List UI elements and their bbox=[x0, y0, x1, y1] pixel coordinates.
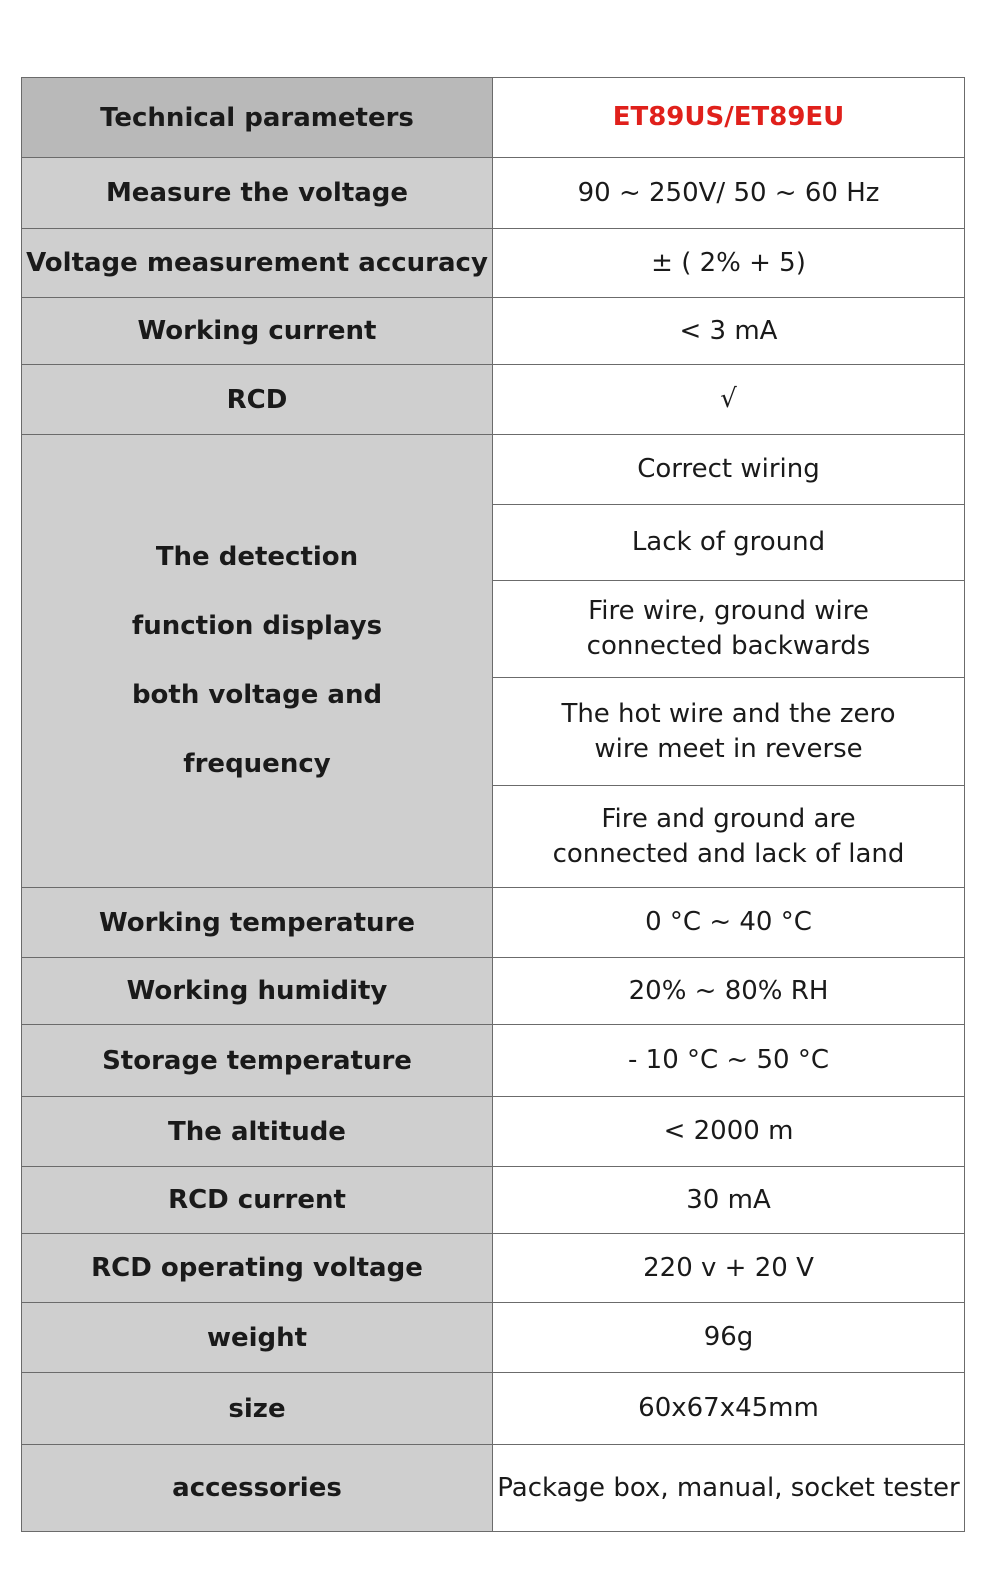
detection-item bbox=[493, 581, 965, 678]
detection-label-line: frequency bbox=[183, 749, 331, 779]
param-value: 220 v + 20 V bbox=[493, 1234, 965, 1303]
param-label: weight bbox=[22, 1303, 493, 1373]
table-row bbox=[22, 1445, 965, 1532]
param-value: 90 ~ 250V/ 50 ~ 60 Hz bbox=[493, 158, 965, 229]
detection-item bbox=[493, 786, 965, 888]
detection-item-text: Fire wire, ground wire bbox=[588, 596, 869, 626]
detection-item bbox=[493, 678, 965, 786]
param-value: < 2000 m bbox=[493, 1097, 965, 1167]
param-label: RCD current bbox=[22, 1167, 493, 1234]
param-label: Working current bbox=[22, 298, 493, 365]
param-label: size bbox=[22, 1373, 493, 1445]
model-name: ET89US/ET89EU bbox=[493, 78, 965, 158]
table-row bbox=[22, 158, 965, 229]
param-value: 0 °C ~ 40 °C bbox=[493, 888, 965, 958]
detection-item-text: The hot wire and the zero bbox=[561, 698, 896, 729]
spec-table bbox=[21, 77, 965, 1532]
param-label: RCD operating voltage bbox=[22, 1234, 493, 1303]
detection-item-text: Correct wiring bbox=[637, 454, 820, 484]
table-row bbox=[22, 958, 965, 1025]
detection-label-line: both voltage and bbox=[131, 680, 383, 710]
table-row bbox=[22, 1097, 965, 1167]
detection-item-text: wire meet in reverse bbox=[594, 733, 863, 764]
param-value: < 3 mA bbox=[493, 298, 965, 365]
param-label: RCD bbox=[22, 365, 493, 435]
table-row bbox=[22, 888, 965, 958]
param-value: 96g bbox=[493, 1303, 965, 1373]
param-value: 60x67x45mm bbox=[493, 1373, 965, 1445]
param-value: 20% ~ 80% RH bbox=[493, 958, 965, 1025]
detection-item-text: Lack of ground bbox=[631, 527, 826, 557]
detection-item-text: Fire and ground are bbox=[601, 803, 856, 834]
detection-label-line: The detection bbox=[155, 542, 359, 572]
header-row bbox=[22, 78, 965, 158]
param-label: Voltage measurement accuracy bbox=[22, 229, 493, 298]
table-row bbox=[22, 1167, 965, 1234]
detection-item bbox=[493, 505, 965, 581]
param-label: Working temperature bbox=[22, 888, 493, 958]
detection-label-line: function displays bbox=[131, 611, 383, 641]
param-label: accessories bbox=[22, 1445, 493, 1532]
param-label: Storage temperature bbox=[22, 1025, 493, 1097]
param-value: Package box, manual, socket tester bbox=[493, 1445, 965, 1532]
table-row bbox=[22, 298, 965, 365]
table-row bbox=[22, 1303, 965, 1373]
table-row bbox=[22, 1234, 965, 1303]
param-label: Working humidity bbox=[22, 958, 493, 1025]
header-label: Technical parameters bbox=[22, 78, 493, 158]
table-row bbox=[22, 229, 965, 298]
param-value: ± ( 2% + 5) bbox=[493, 229, 965, 298]
detection-item bbox=[493, 435, 965, 505]
detection-row bbox=[22, 435, 965, 505]
checkmark-value: √ bbox=[493, 365, 965, 435]
param-value: 30 mA bbox=[493, 1167, 965, 1234]
detection-item-text: connected backwards bbox=[586, 631, 871, 661]
param-value: - 10 °C ~ 50 °C bbox=[493, 1025, 965, 1097]
table-row bbox=[22, 365, 965, 435]
detection-function-label bbox=[22, 435, 493, 888]
table-row bbox=[22, 1373, 965, 1445]
detection-item-text: connected and lack of land bbox=[552, 838, 905, 869]
table-row bbox=[22, 1025, 965, 1097]
param-label: Measure the voltage bbox=[22, 158, 493, 229]
param-label: The altitude bbox=[22, 1097, 493, 1167]
